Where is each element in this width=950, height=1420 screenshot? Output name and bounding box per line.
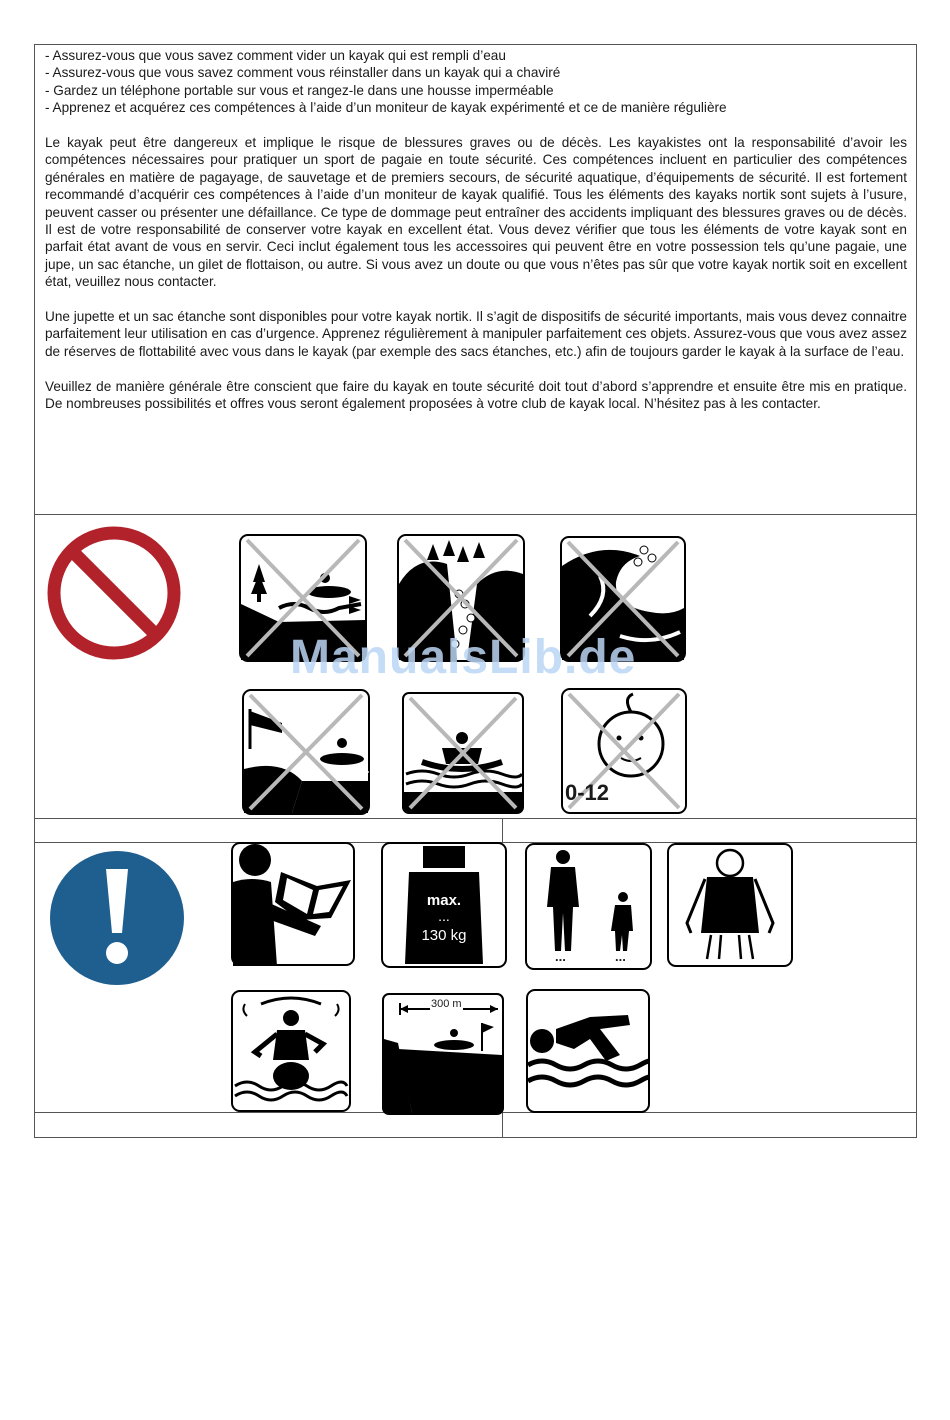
mandatory-sign-icon bbox=[48, 849, 186, 992]
weight-max-label: max. bbox=[426, 892, 462, 909]
life-vest-icon bbox=[667, 843, 793, 967]
no-offshore-wind-icon bbox=[242, 689, 370, 815]
bullet-item: - Apprenez et acquérez ces compétences à l’aide d’un moniteur de kayak expérimenté et ce de manière régulière bbox=[45, 100, 727, 116]
no-children-icon bbox=[561, 688, 687, 814]
weight-limit-icon bbox=[381, 842, 507, 968]
prohibition-sign-icon bbox=[44, 523, 184, 668]
capsize-recovery-icon bbox=[231, 990, 351, 1112]
child-dots: ... bbox=[615, 949, 626, 964]
paragraph-practice: Veuillez de manière générale être conscient que faire du kayak en toute sécurité doit tout d’abord s’apprendre et ensuite être mis en pratique. De nombreuses possibilités et offres vous seront également proposées à votre club de kayak local. N’hésitez pas à les contacter. bbox=[45, 378, 907, 412]
weight-value: 130 kg bbox=[421, 927, 467, 944]
adult-supervision-icon bbox=[525, 843, 652, 970]
age-label: 0-12 bbox=[565, 780, 610, 805]
stay-near-shore-icon bbox=[382, 993, 504, 1115]
divider bbox=[502, 1112, 503, 1138]
bullet-item: - Gardez un téléphone portable sur vous et rangez-le dans une housse imperméable bbox=[45, 82, 554, 98]
safety-text bbox=[45, 47, 907, 412]
paragraph-dangers: Le kayak peut être dangereux et implique le risque de blessures graves ou de décès. Les kayakistes ont la responsabilité d’avoir les compétences nécessaires pour pratiquer un sport de pagaie en toute sécurité. Ces compétences incluent en particulier des compétences générales en matière de pagayage, de sauvetage et de premiers secours, de sécurité aquatique, d’équipements de sécurité. Il est fortement recommandé d’acquérir ces compétences à l’aide d’un moniteur de kayak qualifié. Tous les éléments des kayaks nortik sont sujets à l’usure, peuvent casser ou présenter une défaillance. Ce type de dommage peut entraîner des accidents impliquant des blessures graves ou de décès. Il est de votre responsabilité de conserver votre kayak en excellent état. Vous devez vérifier que tous les éléments de votre kayak sont en parfait état avant de vous en servir. Ceci inclut également tous les accessoires qui peuvent être en votre possession tels qu’une pagaie, une jupe, un sac étanche, un gilet de flottaison, ou autre. Si vous avez un doute ou que vous n’êtes pas sûr que votre kayak nortik soit en excellent état, veuillez nous contacter. bbox=[45, 135, 907, 290]
distance-label: 300 m bbox=[431, 998, 462, 1010]
divider bbox=[35, 818, 916, 819]
bullet-list bbox=[45, 47, 907, 117]
divider bbox=[35, 514, 916, 515]
watermark: ManualsLib.de bbox=[290, 631, 637, 684]
divider bbox=[502, 818, 503, 842]
swimming-ability-icon bbox=[526, 989, 650, 1113]
no-solo-paddling-icon bbox=[402, 692, 524, 814]
bullet-item: - Assurez-vous que vous savez comment vous réinstaller dans un kayak qui a chaviré bbox=[45, 65, 561, 81]
read-manual-icon bbox=[231, 842, 355, 966]
adult-dots: ... bbox=[555, 949, 566, 964]
bullet-item: - Assurez-vous que vous savez comment vider un kayak qui est rempli d’eau bbox=[45, 48, 506, 63]
weight-dots: ... bbox=[438, 908, 450, 924]
paragraph-spraydeck: Une jupette et un sac étanche sont disponibles pour votre kayak nortik. Il s’agit de dispositifs de sécurité importants, mais vous devez connaitre parfaitement leur utilisation en cas d’urgence. Apprenez régulièrement à manipuler parfaitement ces objets. Assurez-vous que vous avez assez de réserves de flottabilité avec vous dans le kayak (par exemple des sacs étanches, etc.) afin de toujours garder le kayak à la surface de l’eau. bbox=[45, 309, 907, 359]
